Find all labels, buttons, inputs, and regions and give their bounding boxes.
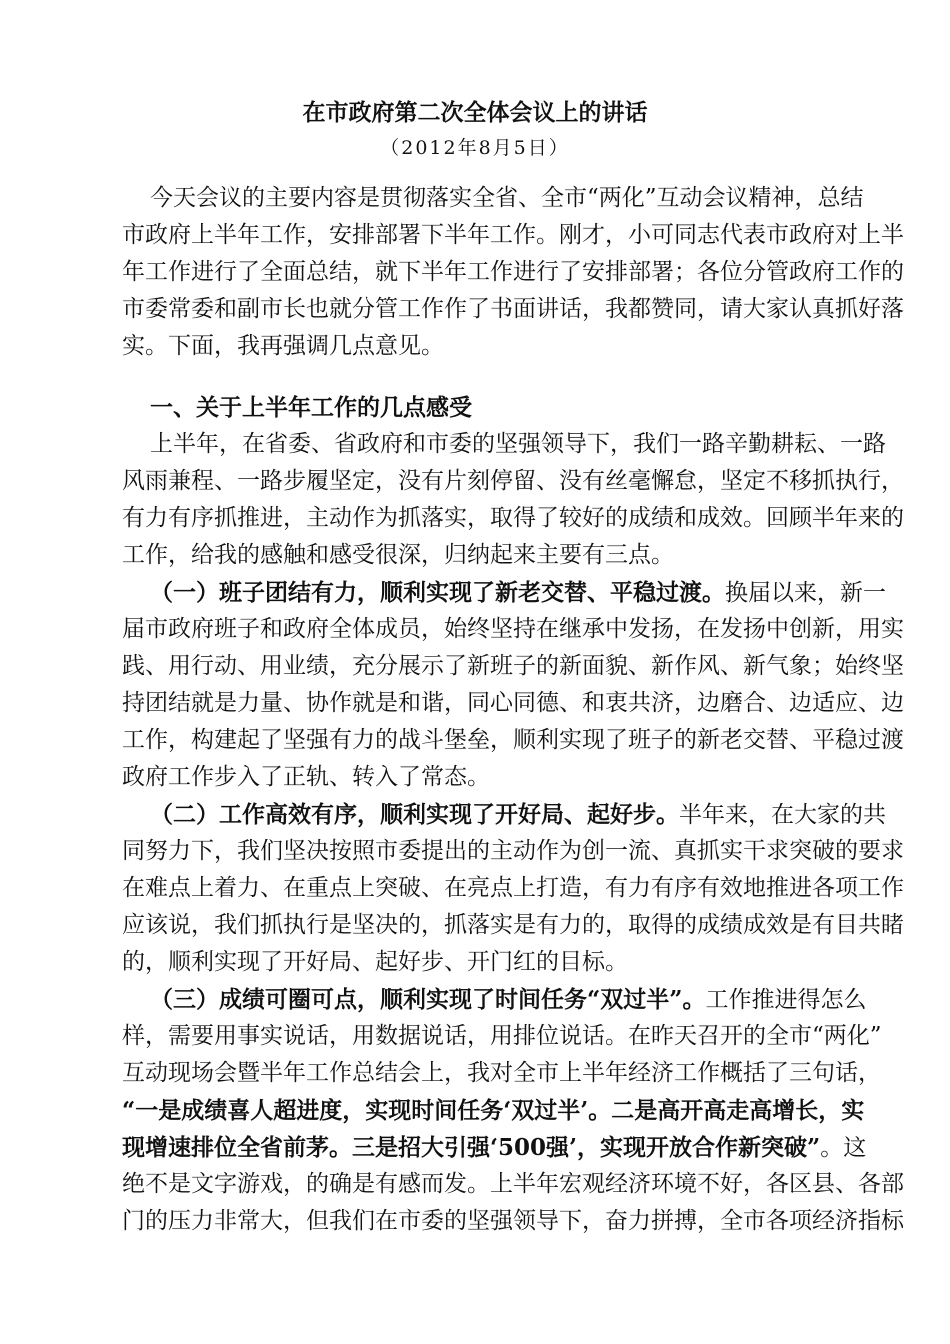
bold-text: “一是成绩喜人超进度，实现时间任务‘双过半’。二是高开高走高增长，实 [122, 1097, 865, 1124]
text-line [122, 759, 858, 796]
bold-text: （一）班子团结有力，顺利实现了新老交替、平稳过渡。 [150, 579, 725, 606]
text-segment: 市政府上半年工作，安排部署下半年工作。刚才，小可同志代表市政府对上半 [122, 222, 904, 248]
section-heading [122, 389, 858, 426]
text-segment: 政府工作步入了正轨、转入了常态。 [122, 764, 490, 790]
text-segment: 工作推进得怎么 [705, 987, 867, 1013]
text-segment: 在难点上着力、在重点上突破、在亮点上打造，有力有序有效地推进各项工作 [122, 875, 904, 901]
text-line [122, 500, 904, 537]
text-segment: 实。下面，我再强调几点意见。 [122, 333, 444, 359]
text-line [122, 1092, 865, 1129]
text-segment: 上半年，在省委、省政府和市委的坚强领导下，我们一路辛勤耕耘、一路 [150, 431, 886, 457]
text-segment: 工作，给我的感触和感受很深，归纳起来主要有三点。 [122, 542, 674, 568]
text-line [122, 254, 904, 291]
text-segment: 同努力下，我们坚决按照市委提出的主动作为创一流、真抓实干求突破的要求 [122, 838, 904, 864]
text-segment: 持团结就是力量、协作就是和谐，同心同德、和衷共济，边磨合、边适应、边 [122, 690, 904, 716]
text-segment: 工作，构建起了坚强有力的战斗堡垒，顺利实现了班子的新老交替、平稳过渡 [122, 727, 904, 753]
text-line [122, 574, 886, 611]
text-line [122, 870, 904, 907]
text-segment: 届市政府班子和政府全体成员，始终坚持在继承中发扬，在发扬中创新，用实 [122, 616, 904, 642]
text-line [122, 944, 858, 981]
text-line [122, 981, 867, 1018]
text-segment: 践、用行动、用业绩，充分展示了新班子的新面貌、新作风、新气象；始终坚 [122, 653, 904, 679]
text-line [122, 648, 904, 685]
text-segment: 互动现场会暨半年工作总结会上，我对全市上半年经济工作概括了三句话， [122, 1060, 881, 1086]
text-line [122, 685, 904, 722]
text-line [122, 907, 904, 944]
text-segment: 门的压力非常大，但我们在市委的坚强领导下，奋力拼搏，全市各项经济指标 [122, 1208, 904, 1234]
text-segment: 年工作进行了全面总结，就下半年工作进行了安排部署；各位分管政府工作的 [122, 259, 904, 285]
text-line [122, 426, 886, 463]
document-title: 在市政府第二次全体会议上的讲话 [302, 99, 648, 126]
document-date: （2012年8月5日） [380, 137, 570, 159]
bold-text: （三）成绩可圈可点，顺利实现了时间任务“双过半”。 [150, 986, 706, 1013]
text-segment: 换届以来，新一 [725, 580, 886, 606]
bold-text: 现增速排位全省前茅。三是招大引强‘500强’，实现开放合作新突破” [122, 1134, 821, 1161]
text-line [122, 796, 886, 833]
text-line [122, 611, 904, 648]
document-body [122, 180, 904, 1240]
text-segment: 半年来，在大家的共 [679, 802, 886, 828]
text-line [122, 463, 904, 500]
text-segment: 绝不是文字游戏，的确是有感而发。上半年宏观经济环境不好，各区县、各部 [122, 1171, 904, 1197]
text-segment: 风雨兼程、一路步履坚定，没有片刻停留、没有丝毫懈怠，坚定不移抓执行， [122, 468, 904, 494]
text-segment: 的，顺利实现了开好局、起好步、开门红的目标。 [122, 949, 628, 975]
text-line [122, 833, 904, 870]
text-segment: 应该说，我们抓执行是坚决的，抓落实是有力的，取得的成绩成效是有目共睹 [122, 912, 904, 938]
text-line [122, 1203, 904, 1240]
text-segment: 有力有序抓推进，主动作为抓落实，取得了较好的成绩和成效。回顾半年来的 [122, 505, 904, 531]
text-line [122, 1055, 881, 1092]
text-line [122, 291, 904, 328]
text-segment: 一、关于上半年工作的几点感受 [150, 394, 472, 421]
text-line [122, 328, 858, 365]
text-segment: 样，需要用事实说话，用数据说话，用排位说话。在昨天召开的全市“两化” [122, 1023, 882, 1049]
text-segment: 今天会议的主要内容是贯彻落实全省、全市“两化”互动会议精神，总结 [150, 185, 864, 211]
text-line [122, 722, 904, 759]
text-segment: 。这 [820, 1135, 867, 1161]
text-line [122, 1166, 904, 1203]
text-line [122, 1129, 867, 1166]
text-line [122, 180, 864, 217]
text-line [122, 537, 858, 574]
bold-text: （二）工作高效有序，顺利实现了开好局、起好步。 [150, 801, 679, 828]
text-segment: 市委常委和副市长也就分管工作作了书面讲话，我都赞同，请大家认真抓好落 [122, 296, 904, 322]
text-line [122, 217, 904, 254]
text-line [122, 1018, 882, 1055]
